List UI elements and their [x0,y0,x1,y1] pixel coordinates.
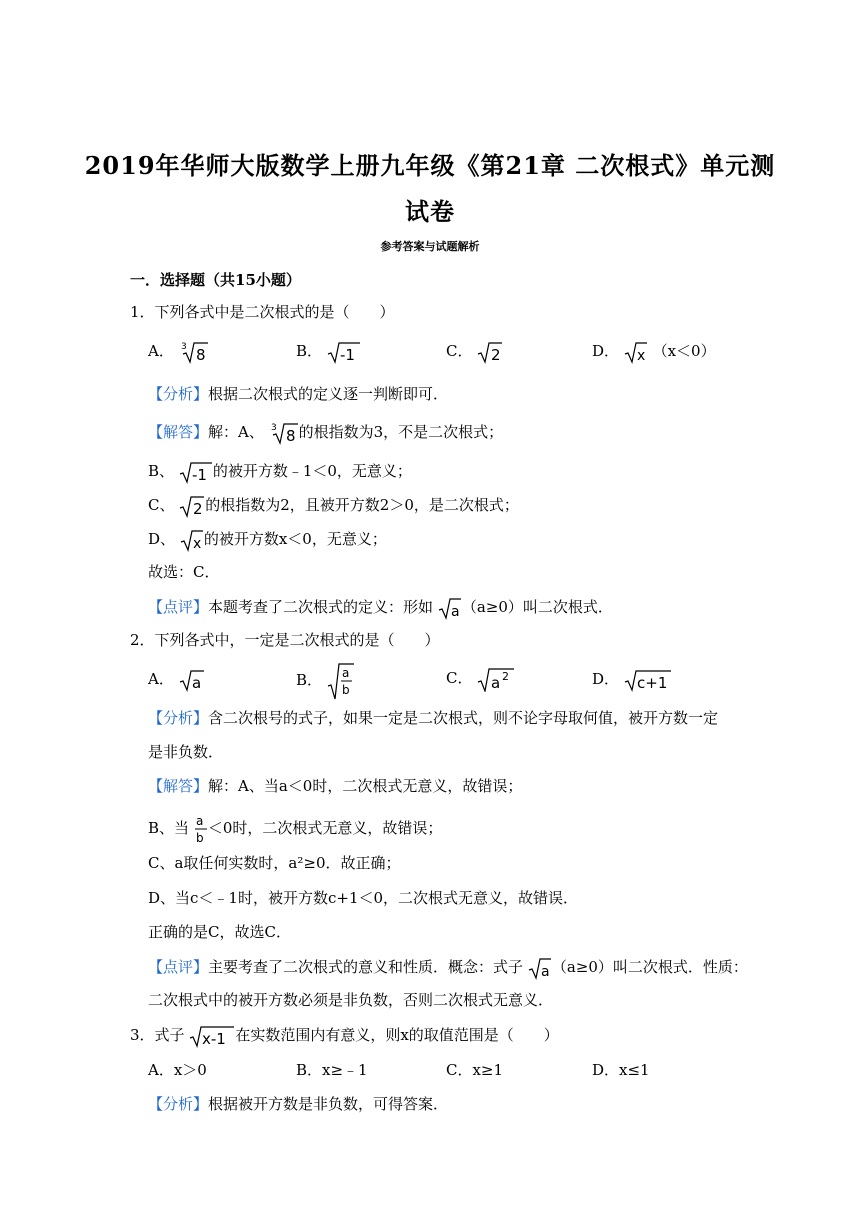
q3-analysis [148,1094,448,1114]
q1-option-b [296,340,361,364]
q3-option-c: C．x≥1 [446,1061,504,1079]
q1-solution-c-post: 的根指数为2，且被开方数2＞0，是二次根式； [205,496,519,514]
q1-solution-c-pre: C、 [148,496,175,514]
q2-stem: 2．下列各式中，一定是二次根式的是（ ） [130,631,440,649]
comment-tag: 【点评】 [148,598,209,616]
q1-option-c-label: C． [446,342,473,360]
radicand: 2 [491,346,501,364]
q2-comment-line-1 [148,956,748,980]
q1-solution-a [148,421,503,445]
q2-option-a [148,668,205,692]
sqrt-2-symbol [477,340,503,364]
solution-tag: 【解答】 [148,777,209,795]
radicand: a [191,674,201,692]
comment-tag: 【点评】 [148,958,209,976]
q2-comment-pre: 主要考查了二次根式的意义和性质．概念：式子 [208,958,524,976]
q1-solution-d-pre: D、 [148,530,176,548]
q2-comment-line-2: 二次根式中的被开方数必须是非负数，否则二次根式无意义． [148,991,554,1009]
q2-solution-d: D、当c＜﹣1时，被开方数c+1＜0，二次根式无意义，故错误． [148,889,579,907]
radicand: x [192,536,202,552]
q1-solution-d [148,528,387,552]
sqrt-x-symbol [624,340,648,364]
sqrt-2-symbol [179,494,205,518]
analysis-tag: 【分析】 [148,709,209,727]
q2-solution-c: C、a取任何实数时，a²≥0．故正确； [148,854,401,872]
fraction-denominator: b [195,831,204,845]
analysis-tag: 【分析】 [148,385,209,403]
q2-solution-b-pre: B、当 [148,819,190,837]
section-heading: 一．选择题（共15小题） [130,271,301,289]
fraction-numerator: a [195,814,204,828]
q2-option-d [592,668,672,692]
q1-option-d [592,340,716,364]
radicand: a [540,964,550,980]
q1-solution-b [148,460,412,484]
fraction-numerator: a [341,666,350,680]
sqrt-a-squared-symbol [477,666,515,692]
q3-stem-pre: 3．式子 [130,1026,185,1044]
q2-option-b-label: B． [296,671,323,689]
q3-stem [130,1024,559,1048]
sqrt-a-symbol [179,668,205,692]
q2-solution-b-post: ＜0时，二次根式无意义，故错误； [207,819,443,837]
radicand: c+1 [636,674,668,692]
q1-option-a-label: A． [148,342,174,360]
q3-analysis-text: 根据被开方数是非负数，可得答案． [208,1095,449,1113]
q3-option-d: D．x≤1 [592,1061,650,1079]
cube-root-8-symbol [179,340,209,364]
radicand: -1 [339,346,355,364]
document-subtitle: 参考答案与试题解析 [380,240,480,253]
q2-solution-a [148,776,522,796]
radicand: x [636,348,646,364]
solution-tag: 【解答】 [148,423,209,441]
q2-solution-b [148,813,442,845]
q2-option-d-label: D． [592,670,620,688]
q2-solution-a-text: 解：A、当a＜0时，二次根式无意义，故错误； [208,777,523,795]
q2-option-b [296,662,355,700]
q1-choice: 故选：C． [148,563,220,581]
sqrt-c-plus-1-symbol [624,668,672,692]
q2-analysis-line-2: 是非负数． [148,743,224,761]
cube-root-index: 3 [270,423,277,433]
q3-stem-post: 在实数范围内有意义，则x的取值范围是（ ） [235,1026,559,1044]
fraction-denominator: b [341,683,350,697]
q1-comment-post: （a≥0）叫二次根式． [461,598,613,616]
q2-analysis-line-1 [148,708,718,728]
q1-analysis [148,384,448,404]
exponent: 2 [502,670,510,683]
q1-option-a [148,340,209,364]
q1-solution-a-pre: 解：A、 [208,423,264,441]
radicand: 2 [193,500,203,518]
q2-analysis-text: 含二次根号的式子，如果一定是二次根式，则不论字母取何值，被开方数一定 [208,709,719,727]
sqrt-a-symbol [438,596,462,620]
q2-conclusion: 正确的是C，故选C． [148,923,291,941]
q1-comment [148,596,613,620]
q1-solution-a-post: 的根指数为3，不是二次根式； [298,423,504,441]
q2-option-c [446,666,515,692]
a-over-b-fraction [194,813,208,845]
sqrt-x-symbol [180,528,204,552]
q3-option-a: A．x＞0 [148,1061,207,1079]
radicand: a [491,674,501,692]
cube-root-8-symbol [269,421,299,445]
q1-analysis-text: 根据二次根式的定义逐一判断即可． [208,385,449,403]
q2-comment-post: （a≥0）叫二次根式．性质： [551,958,748,976]
radicand: a [450,604,460,620]
q1-option-d-condition: （x＜0） [652,342,716,360]
radicand: 8 [195,346,206,364]
q2-option-a-label: A． [148,670,174,688]
document-title-line-2: 试卷 [405,197,455,226]
radicand: x-1 [202,1030,227,1048]
q2-option-c-label: C． [446,669,473,687]
q3-option-b: B．x≥﹣1 [296,1061,368,1079]
radicand: -1 [191,466,207,484]
q1-option-d-label: D． [592,342,620,360]
sqrt-a-symbol [528,956,552,980]
q1-solution-b-pre: B、 [148,462,175,480]
cube-root-index: 3 [180,342,187,352]
sqrt-minus-1-symbol [179,460,213,484]
q1-solution-c [148,494,519,518]
q1-solution-d-post: 的被开方数x＜0，无意义； [203,530,387,548]
sqrt-a-over-b-symbol [327,662,355,700]
q1-solution-b-post: 的被开方数﹣1＜0，无意义； [212,462,412,480]
q1-stem: 1．下列各式中是二次根式的是（ ） [130,303,395,321]
radicand: 8 [285,427,296,445]
q1-comment-pre: 本题考查了二次根式的定义：形如 [208,598,434,616]
analysis-tag: 【分析】 [148,1095,209,1113]
sqrt-minus-1-symbol [327,340,361,364]
sqrt-x-minus-1-symbol [189,1024,235,1048]
document-title-line-1: 2019年华师大版数学上册九年级《第21章 二次根式》单元测 [84,151,776,180]
q1-option-b-label: B． [296,342,323,360]
q1-option-c [446,340,503,364]
